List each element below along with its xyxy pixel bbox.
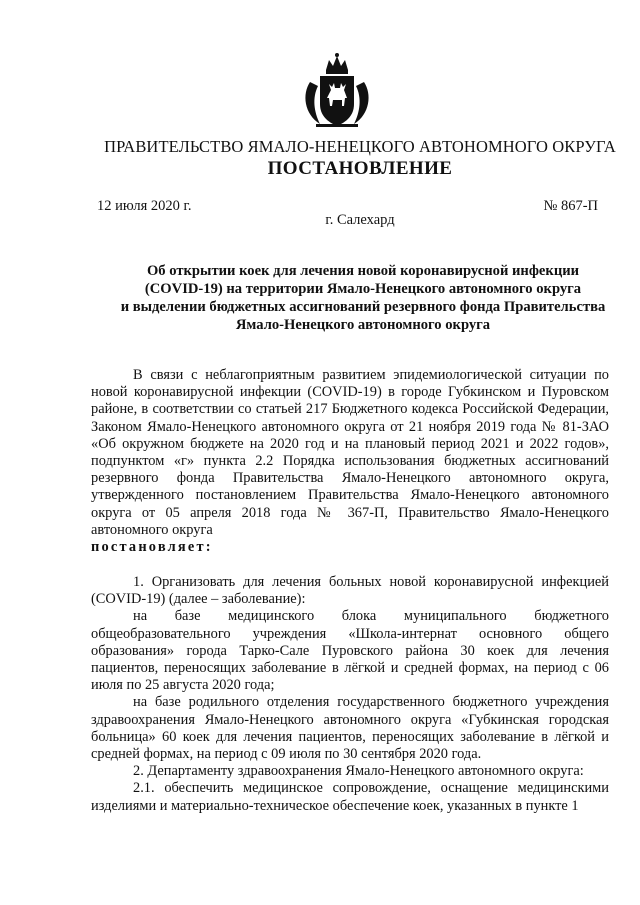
government-name: ПРАВИТЕЛЬСТВО ЯМАЛО-НЕНЕЦКОГО АВТОНОМНОГО ОКРУГА (104, 137, 616, 156)
document-city: г. Салехард (325, 212, 395, 228)
document-date: 12 июля 2020 г. (97, 198, 192, 214)
title-line: Об открытии коек для лечения новой коронавирусной инфекции (146, 263, 580, 279)
resolution-items (91, 574, 609, 815)
document-type: ПОСТАНОВЛЕНИЕ (267, 158, 453, 179)
document-number: № 867-П (543, 198, 598, 214)
item-paragraph: 1. Организовать для лечения больных новой коронавирусной инфекцией (COVID-19) (далее – заболевание): (91, 574, 609, 608)
resolution-word: постановляет: (91, 539, 213, 556)
item-paragraph: на базе медицинского блока муниципального бюджетного общеобразовательного учреждения «Школа-интернат основного общего образования» города Тарко-Сале Пуровского района 30 коек для лечения пациентов, переносящих заболевание в лёгкой и средней формах, на период с 06 июля по 25 августа 2020 года; (91, 608, 609, 694)
title-line: и выделении бюджетных ассигнований резервного фонда Правительства (120, 299, 606, 315)
preamble-text: В связи с неблагоприятным развитием эпидемиологической ситуации по новой коронавирусной инфекции (COVID-19) в городе Губкинском и Пуровском районе, в соответствии со статьей 217 Бюджетного кодекса Российской Федерации, Законом Ямало-Ненецкого автономного округа от 21 ноября 2019 года № 81-ЗАО «Об окружном бюджете на 2020 год и на плановый период 2021 и 2022 годов», подпунктом «г» пункта 2.2 Порядка использования бюджетных ассигнований резервного фонда Правительства Ямало-Ненецкого автономного округа, утвержденного постановлением Правительства Ямало-Ненецкого автономного округа от 05 апреля 2018 года № 367-П, Правительство Ямало-Ненецкого автономного округа (91, 367, 609, 538)
title-line: Ямало-Ненецкого автономного округа (235, 317, 491, 333)
preamble (91, 367, 609, 556)
item-paragraph: на базе родильного отделения государственного бюджетного учреждения здравоохранения Ямало-Ненецкого автономного округа «Губкинская городская больница» 60 коек для лечения пациентов, переносящих заболевание в лёгкой и средней формах, на период с 09 июля по 30 сентября 2020 года. (91, 694, 609, 763)
document-title (98, 262, 628, 334)
item-paragraph: 2. Департаменту здравоохранения Ямало-Ненецкого автономного округа: (133, 763, 584, 780)
title-line: (COVID-19) на территории Ямало-Ненецкого автономного округа (144, 281, 582, 297)
item-paragraph: 2.1. обеспечить медицинское сопровождение, оснащение медицинскими изделиями и материально-техническое обеспечение коек, указанных в пункте 1 (91, 780, 609, 814)
coat-of-arms-icon (296, 52, 378, 130)
